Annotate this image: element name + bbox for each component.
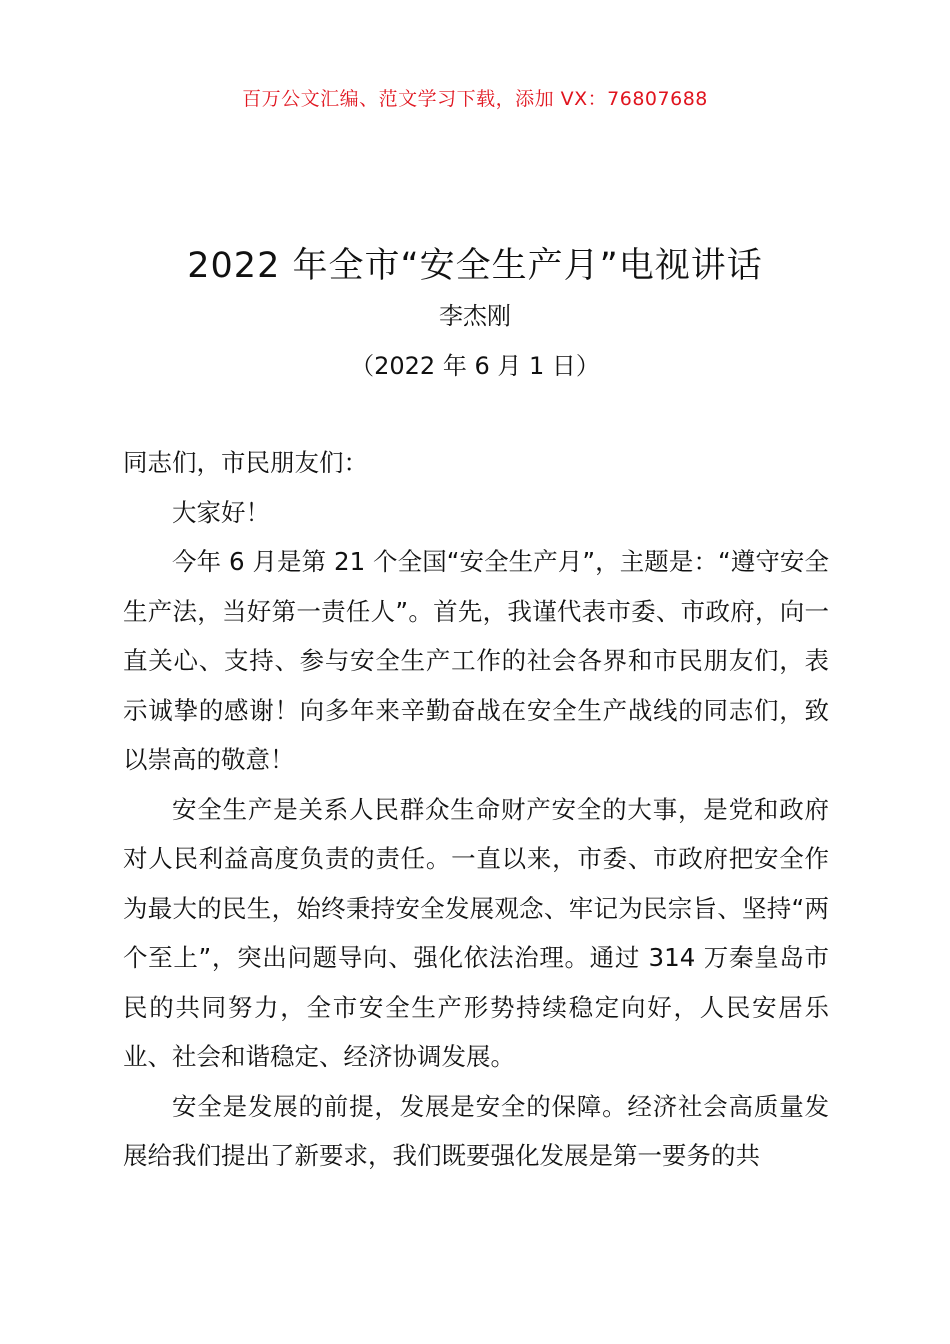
document-body: [123, 438, 829, 1181]
header-watermark-note: 百万公文汇编、范文学习下载，添加 VX：76807688: [242, 88, 708, 110]
document-author: 李杰刚: [439, 302, 511, 330]
body-paragraph: 安全是发展的前提，发展是安全的保障。经济社会高质量发展给我们提出了新要求，我们既要强化发展是第一要务的共: [123, 1091, 829, 1170]
salutation-paragraph: 同志们，市民朋友们：: [123, 448, 368, 477]
body-paragraph: 安全生产是关系人民群众生命财产安全的大事，是党和政府对人民利益高度负责的责任。一直以来，市委、市政府把安全作为最大的民生，始终秉持安全发展观念、牢记为民宗旨、坚持“两个至上”，突出问题导向、强化依法治理。通过 314 万秦皇岛市民的共同努力，全市安全生产形势持续稳定向好，人民安居乐业、社会和谐稳定、经济协调发展。: [123, 794, 829, 1071]
document-title: 2022 年全市“安全生产月”电视讲话: [187, 246, 763, 286]
document-date: （2022 年 6 月 1 日）: [350, 352, 600, 380]
greeting-paragraph: 大家好！: [172, 497, 270, 527]
body-paragraph: 今年 6 月是第 21 个全国“安全生产月”，主题是：“遵守安全生产法，当好第一责任人”。首先，我谨代表市委、市政府，向一直关心、支持、参与安全生产工作的社会各界和市民朋友们，表示诚挚的感谢！向多年来辛勤奋战在安全生产战线的同志们，致以崇高的敬意！: [123, 547, 829, 774]
